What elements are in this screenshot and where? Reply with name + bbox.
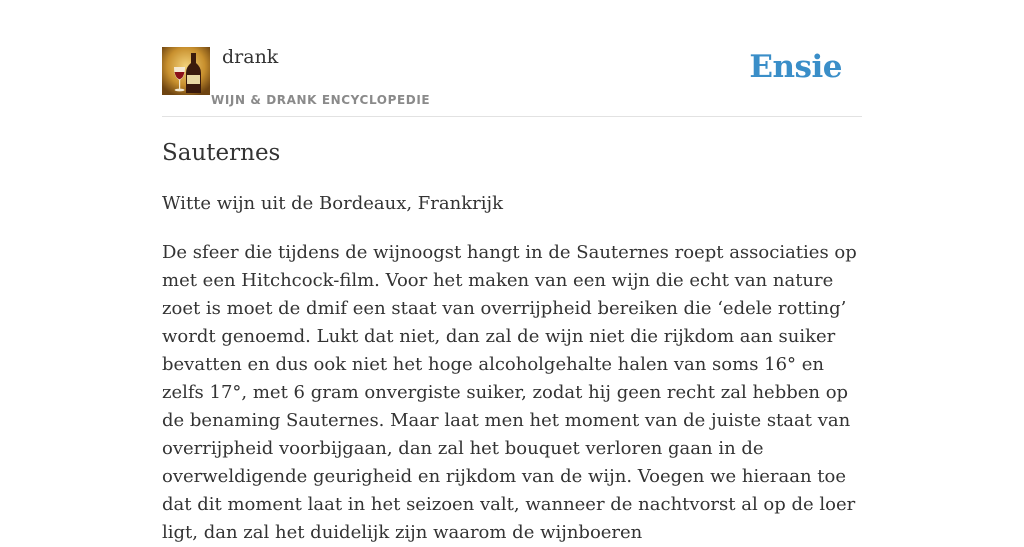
brand-logo[interactable]: Ensie (749, 49, 842, 85)
header (162, 46, 862, 117)
article-lead: Witte wijn uit de Bordeaux, Frankrijk (162, 193, 503, 214)
wine-bottle-glass-icon[interactable] (162, 47, 210, 95)
page-title: Sauternes (162, 140, 281, 166)
article-body: De sfeer die tijdens de wijnoogst hangt in de Sauternes roept associaties op met een Hitchcock-film. Voor het maken van een wijn die echt van nature zoet is moet de dmif een staat van overrijpheid bereiken die ‘edele rotting’ wordt genoemd. Lukt dat niet, dan zal de wijn niet die rijkdom aan suiker bevatten en dus ook niet het hoge alcoholgehalte halen van soms 16° en zelfs 17°, met 6 gram onvergiste suiker, zodat hij geen recht zal hebben op de benaming Sauternes. Maar laat men het moment van de juiste staat van overrijpheid voorbijgaan, dan zal het bouquet verloren gaan in de overweldigende geurigheid en rijkdom van de wijn. Voegen we hieraan toe dat dit moment laat in het seizoen valt, wanneer de nachtvorst al op de loer ligt, dan zal het duidelijk zijn waarom de wijnboeren (162, 242, 857, 543)
site-subtitle: WIJN & DRANK ENCYCLOPEDIE (211, 93, 431, 107)
site-name[interactable]: drank (222, 46, 279, 68)
